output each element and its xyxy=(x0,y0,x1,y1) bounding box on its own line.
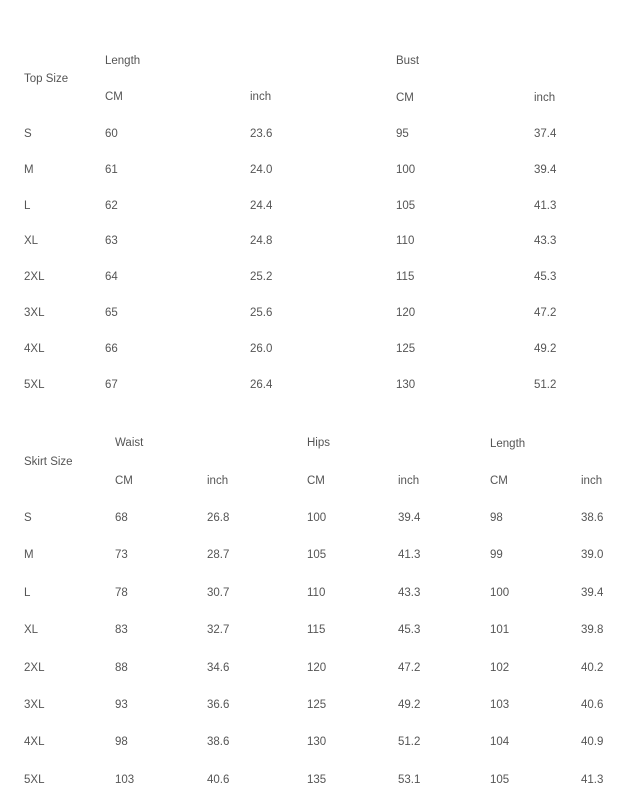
top-length-group-header: Length xyxy=(105,55,141,67)
waist-inch-cell: 32.7 xyxy=(207,624,230,637)
bust-cm-cell: 105 xyxy=(396,199,416,212)
size-cell: 4XL xyxy=(24,736,45,749)
waist-inch-cell: 34.6 xyxy=(207,661,230,674)
hips-inch-cell: 53.1 xyxy=(398,773,421,786)
skirt-waist-group-header: Waist xyxy=(115,437,144,449)
size-cell: 2XL xyxy=(24,661,45,674)
hips-cm-cell: 125 xyxy=(307,699,327,711)
length-cm-cell: 67 xyxy=(105,378,118,391)
bust-inch-cell: 49.2 xyxy=(534,342,557,355)
skirt-hips-inch-header: inch xyxy=(398,475,420,487)
skirt-length-group-header: Length xyxy=(490,438,526,450)
waist-cm-cell: 88 xyxy=(115,661,128,674)
hips-cm-cell: 120 xyxy=(307,661,327,674)
top-size-header: Top Size xyxy=(24,73,69,85)
length-cm-cell: 64 xyxy=(105,271,118,284)
waist-inch-cell: 26.8 xyxy=(207,512,230,524)
length-cm-cell: 61 xyxy=(105,163,118,176)
hips-inch-cell: 51.2 xyxy=(398,736,421,749)
size-cell: 5XL xyxy=(24,378,45,391)
length-inch-cell: 39.4 xyxy=(581,586,604,599)
skirt-hips-group-header: Hips xyxy=(307,437,331,449)
length-inch-cell: 40.2 xyxy=(581,661,604,674)
bust-inch-cell: 37.4 xyxy=(534,128,557,140)
length-inch-cell: 39.8 xyxy=(581,624,604,637)
length-cm-cell: 103 xyxy=(490,699,510,711)
bust-inch-cell: 51.2 xyxy=(534,378,557,391)
bust-cm-cell: 100 xyxy=(396,163,416,176)
waist-cm-cell: 93 xyxy=(115,699,128,711)
length-cm-cell: 102 xyxy=(490,661,510,674)
length-inch-cell: 26.0 xyxy=(250,342,273,355)
length-inch-cell: 24.0 xyxy=(250,163,273,176)
top-length-cm-header: CM xyxy=(105,91,123,103)
bust-inch-cell: 45.3 xyxy=(534,271,557,284)
bust-inch-cell: 41.3 xyxy=(534,199,557,212)
size-cell: 3XL xyxy=(24,307,45,319)
size-cell: 2XL xyxy=(24,271,45,284)
length-inch-cell: 39.0 xyxy=(581,549,604,562)
bust-cm-cell: 130 xyxy=(396,378,416,391)
size-cell: 3XL xyxy=(24,699,45,711)
hips-inch-cell: 39.4 xyxy=(398,512,421,524)
length-cm-cell: 98 xyxy=(490,512,503,524)
length-cm-cell: 99 xyxy=(490,549,503,562)
waist-cm-cell: 83 xyxy=(115,624,128,637)
length-inch-cell: 40.6 xyxy=(581,699,604,711)
skirt-waist-cm-header: CM xyxy=(115,475,133,487)
hips-inch-cell: 41.3 xyxy=(398,549,421,562)
waist-inch-cell: 38.6 xyxy=(207,736,230,749)
length-inch-cell: 40.9 xyxy=(581,736,604,749)
waist-inch-cell: 28.7 xyxy=(207,549,230,562)
hips-cm-cell: 110 xyxy=(307,586,326,599)
size-cell: 4XL xyxy=(24,342,45,355)
hips-cm-cell: 130 xyxy=(307,736,327,749)
waist-inch-cell: 36.6 xyxy=(207,699,230,711)
length-inch-cell: 41.3 xyxy=(581,773,604,786)
bust-inch-cell: 47.2 xyxy=(534,307,557,319)
top-bust-inch-header: inch xyxy=(534,92,556,104)
length-inch-cell: 25.2 xyxy=(250,271,273,284)
skirt-waist-inch-header: inch xyxy=(207,475,229,487)
waist-cm-cell: 78 xyxy=(115,586,128,599)
skirt-length-inch-header: inch xyxy=(581,475,603,487)
hips-inch-cell: 47.2 xyxy=(398,661,421,674)
length-inch-cell: 38.6 xyxy=(581,512,604,524)
hips-inch-cell: 49.2 xyxy=(398,699,421,711)
bust-cm-cell: 95 xyxy=(396,128,409,140)
size-cell: M xyxy=(24,163,34,176)
size-cell: XL xyxy=(24,235,39,248)
top-bust-cm-header: CM xyxy=(396,92,414,104)
hips-cm-cell: 105 xyxy=(307,549,327,562)
waist-cm-cell: 73 xyxy=(115,549,128,562)
top-length-inch-header: inch xyxy=(250,91,272,103)
hips-cm-cell: 135 xyxy=(307,773,327,786)
hips-cm-cell: 115 xyxy=(307,624,326,637)
bust-inch-cell: 43.3 xyxy=(534,235,557,248)
bust-cm-cell: 115 xyxy=(396,271,415,284)
skirt-length-cm-header: CM xyxy=(490,475,508,487)
bust-cm-cell: 125 xyxy=(396,342,416,355)
length-cm-cell: 105 xyxy=(490,773,510,786)
size-cell: L xyxy=(24,199,31,212)
bust-cm-cell: 120 xyxy=(396,307,416,319)
size-cell: L xyxy=(24,586,31,599)
length-inch-cell: 26.4 xyxy=(250,378,273,391)
size-cell: S xyxy=(24,128,32,140)
skirt-hips-cm-header: CM xyxy=(307,475,325,487)
waist-inch-cell: 40.6 xyxy=(207,773,230,786)
waist-inch-cell: 30.7 xyxy=(207,586,230,599)
waist-cm-cell: 103 xyxy=(115,773,135,786)
skirt-size-header: Skirt Size xyxy=(24,456,73,468)
hips-inch-cell: 45.3 xyxy=(398,624,421,637)
size-cell: XL xyxy=(24,624,39,637)
length-cm-cell: 104 xyxy=(490,736,510,749)
length-cm-cell: 62 xyxy=(105,199,118,212)
length-cm-cell: 66 xyxy=(105,342,118,355)
length-cm-cell: 60 xyxy=(105,128,118,140)
length-cm-cell: 101 xyxy=(490,624,510,637)
bust-cm-cell: 110 xyxy=(396,235,415,248)
waist-cm-cell: 98 xyxy=(115,736,128,749)
length-cm-cell: 63 xyxy=(105,235,118,248)
hips-inch-cell: 43.3 xyxy=(398,586,421,599)
length-inch-cell: 24.4 xyxy=(250,199,273,212)
hips-cm-cell: 100 xyxy=(307,512,327,524)
size-cell: 5XL xyxy=(24,773,45,786)
top-bust-group-header: Bust xyxy=(396,55,420,67)
length-cm-cell: 100 xyxy=(490,586,510,599)
size-cell: S xyxy=(24,512,32,524)
length-inch-cell: 24.8 xyxy=(250,235,273,248)
size-cell: M xyxy=(24,549,34,562)
length-cm-cell: 65 xyxy=(105,307,118,319)
bust-inch-cell: 39.4 xyxy=(534,163,557,176)
length-inch-cell: 23.6 xyxy=(250,128,273,140)
length-inch-cell: 25.6 xyxy=(250,307,273,319)
waist-cm-cell: 68 xyxy=(115,512,128,524)
